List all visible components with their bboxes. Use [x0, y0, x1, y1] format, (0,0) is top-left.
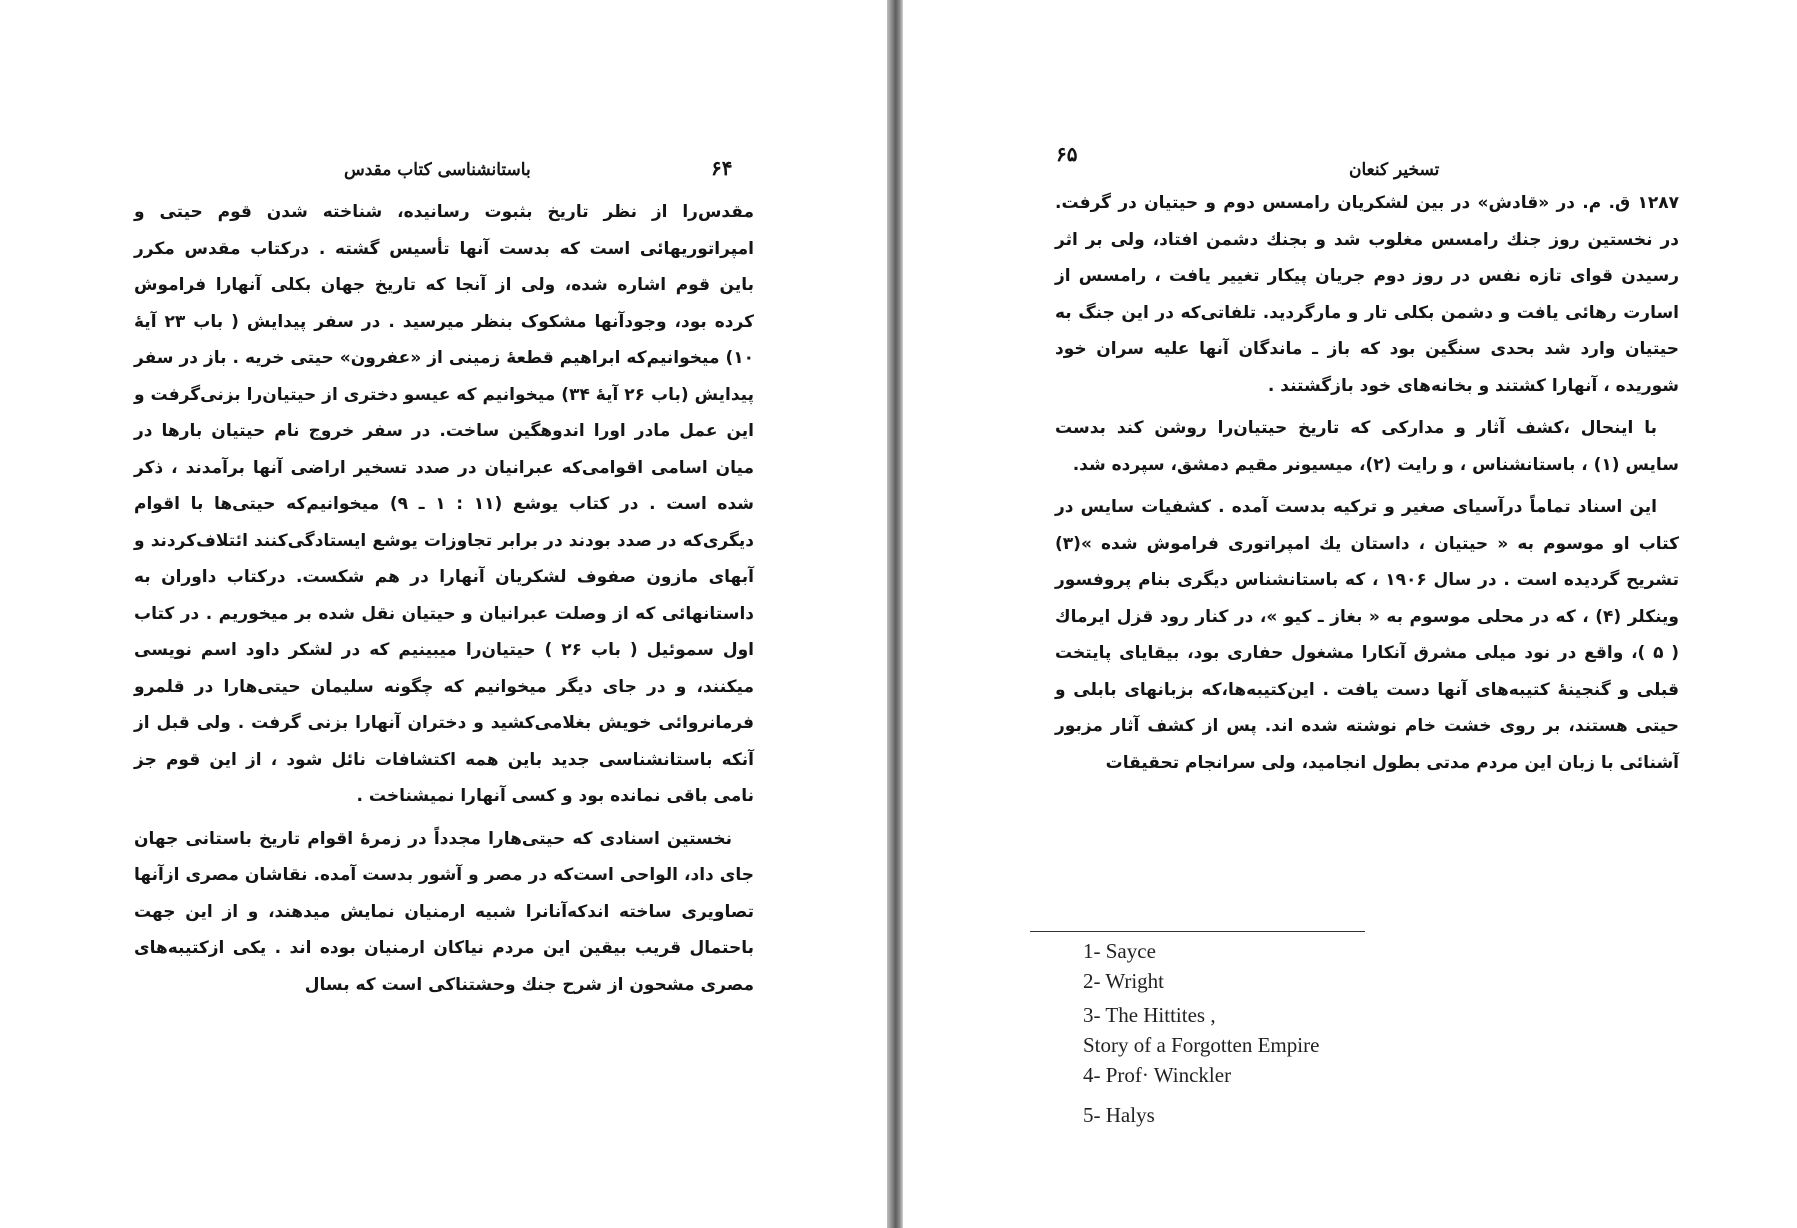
left-page	[0, 0, 887, 1228]
footnote-4: 4- Prof· Winckler	[1083, 1063, 1232, 1087]
book-gutter	[887, 0, 903, 1228]
page-number-right: ۶۵	[1056, 142, 1078, 166]
running-head-right: تسخیر کنعان	[1349, 160, 1440, 180]
footnote-3: 3- The Hittites ,	[1083, 1003, 1216, 1027]
right-paragraph-3: این اسناد تماماً درآسیای صغیر و ترکیه بدست آمده . کشفیات سایس در کتاب او موسوم به « حیتیان ، داستان یك امپراتوری فراموش شده »(۳) تشریح گردیده است . در سال ۱۹۰۶ ، که باستانشناس دیگری بنام پروفسور وینکلر (۴) ، که در محلی موسوم به « بغاز ـ کیو »، در کنار رود قزل ایرماك ( ۵ )، واقع در نود میلی مشرق آنکارا مشغول حفاری بود، بیقایای پایتخت قبلی و گنجینهٔ کتیبه‌های آنها دست یافت . این‌کتیبه‌ها،که بزبانهای بابلی و حیتی هستند، بر روی خشت خام نوشته شده اند. پس از کشف آثار مزبور آشنائی با زبان این مردم مدتی بطول انجامید، ولی سرانجام تحقیقات	[1055, 497, 1679, 773]
right-page	[903, 0, 1797, 1228]
footnote-5: 5- Halys	[1083, 1103, 1155, 1127]
left-paragraph-2: نخستین اسنادی که حیتی‌هارا مجدداً در زمرهٔ اقوام تاریخ باستانی جهان جای داد، الواحی است‌که در مصر و آشور بدست آمده. نقاشان مصری ازآنها تصاویری ساخته اندکه‌آنانرا شبیه ارمنیان نمایش میدهند، و از این جهت باحتمال قریب بیقین این مردم نیاکان ارمنیان بوده اند . یکی ازکتیبه‌های مصری مشحون از شرح جنك وحشتناکی است که بسال	[134, 828, 754, 995]
footnote-3-continued: Story of a Forgotten Empire	[1083, 1033, 1320, 1057]
right-paragraph-2: با اینحال ،کشف آثار و مدارکی که تاریخ حیتیان‌را روشن کند بدست سایس (۱) ، باستانشناس ، و رایت (۲)، میسیونر مقیم دمشق، سپرده شد.	[1055, 418, 1679, 475]
footnote-1: 1- Sayce	[1083, 939, 1156, 963]
left-paragraph-1: مقدس‌را از نظر تاریخ بثبوت رسانیده، شناخته شدن قوم حیتی و امپراتوریهائی است که بدست آنها تأسیس گشته . درکتاب مقدس مکرر باین قوم اشاره شده، ولی از آنجا که تاریخ جهان بکلی آنهارا فراموش کرده بود، وجودآنها مشکوک بنظر میرسید . در سفر پیدایش ( باب ۲۳ آیهٔ ۱۰) میخوانیم‌که ابراهیم قطعهٔ زمینی از «عفرون» حیتی خریه . باز در سفر پیدایش (باب ۲۶ آیهٔ ۳۴) میخوانیم که عیسو دختری از حیتیان‌را بزنی‌گرفت و این عمل مادر اورا اندوهگین ساخت. در سفر خروج نام حیتیان بارها در میان اسامی اقوامی‌که عبرانیان در صدد تسخیر اراضی آنها برآمدند ، ذکر شده است . در کتاب یوشع (۱۱ : ۱ ـ ۹) میخوانیم‌که حیتی‌ها با اقوام دیگری‌که در صدد بودند در برابر تجاوزات یوشع ایستادگی‌کنند ائتلاف‌کردند و آبهای مازون صفوف لشکریان آنهارا در هم شکست. درکتاب داوران به داستانهائی که از وصلت عبرانیان و حیتیان نقل شده بر میخوریم . در کتاب اول سموئیل ( باب ۲۶ ) حیتیان‌را میبینیم که در لشکر داود اسم نویسی میکنند، و در جای دیگر میخوانیم که چگونه سلیمان حیتی‌هارا در قلمرو فرمانروائی خویش بغلامی‌کشید و دختران آنهارا بزنی گرفت . ولی قبل از آنکه باستانشناسی جدید باین همه اکتشافات نائل شود ، از این قوم جز نامی باقی نمانده بود و کسی آنهارا نمیشناخت .	[134, 202, 755, 806]
running-head-left: باستانشناسی کتاب مقدس	[344, 160, 531, 180]
footnote-rule	[1030, 931, 1365, 932]
footnote-2: 2- Wright	[1083, 969, 1165, 993]
left-page-text	[134, 194, 754, 1003]
page-number-left: ۶۴	[711, 156, 733, 180]
right-paragraph-1: ۱۲۸۷ ق. م. در «قادش» در بین لشکریان رامسس دوم و حیتیان در گرفت. در نخستین روز جنك رامسس مغلوب شد و بجنك دشمن افتاد، ولی بر اثر رسیدن قوای تازه نفس در روز دوم جریان پیکار تغییر یافت ، رامسس از اسارت رهائی یافت و دشمن بکلی تار و مارگردید. تلفاتی‌که در این جنگ به حیتیان وارد شد بحدی سنگین بود که باز ـ ماندگان آنها علیه سران خود شوریده ، آنهارا کشتند و بخانه‌های خود بازگشتند .	[1055, 193, 1679, 396]
footnotes	[1083, 936, 1319, 1130]
right-page-text	[1055, 185, 1679, 781]
